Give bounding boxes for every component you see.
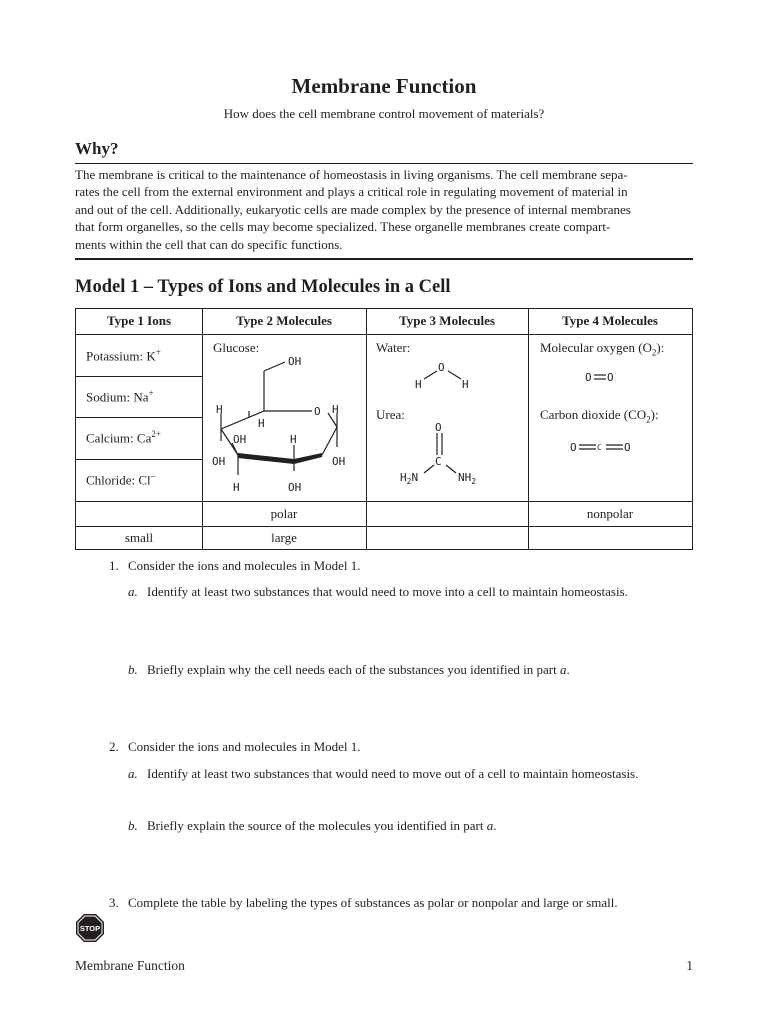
- header-type3: Type 3 Molecules: [399, 313, 495, 328]
- question-part-letter: a.: [128, 584, 138, 599]
- polarity-cell: polar: [270, 506, 298, 521]
- question-part-letter: b.: [128, 662, 138, 677]
- ion-row-divider: [76, 459, 202, 460]
- atom-label: O: [585, 371, 592, 384]
- ion-chloride: Chloride: Cl–: [86, 471, 156, 488]
- glucose-label: Glucose:: [213, 340, 260, 355]
- question-number: 3.: [109, 895, 119, 910]
- question-number: 1.: [109, 558, 119, 573]
- oxygen-structure-icon: [576, 367, 636, 387]
- page-subtitle: How does the cell membrane control movement of materials?: [223, 106, 545, 121]
- atom-label: H: [216, 403, 223, 416]
- section-divider: [75, 258, 693, 260]
- co2-structure-icon: [564, 437, 644, 457]
- header-type2: Type 2 Molecules: [236, 313, 332, 328]
- svg-text:H2N: [400, 471, 418, 486]
- atom-label: O: [624, 441, 631, 454]
- why-line: rates the cell from the external environment and plays a critical role in regulating movement of material in: [75, 184, 628, 200]
- atom-label: OH: [288, 355, 302, 368]
- atom-label: OH: [288, 481, 302, 494]
- bond: [322, 427, 337, 455]
- atom-label: 2: [471, 477, 477, 486]
- bond: [424, 371, 437, 379]
- polarity-cell: nonpolar: [586, 506, 634, 521]
- bond: [424, 465, 434, 473]
- atom-label: H: [462, 378, 469, 391]
- urea-label: Urea:: [376, 407, 405, 422]
- ion-row-divider: [76, 376, 202, 377]
- column-divider: [366, 309, 367, 549]
- model-heading: Model 1 – Types of Ions and Molecules in a Cell: [75, 277, 451, 297]
- bond: [264, 362, 285, 371]
- page-number: 1: [686, 958, 693, 973]
- atom-label: H: [233, 481, 240, 494]
- question-text: Complete the table by labeling the types of substances as polar or nonpolar and large or small.: [128, 895, 618, 910]
- atom-label: O: [438, 361, 445, 374]
- atom-label: O: [607, 371, 614, 384]
- oxygen-label: Molecular oxygen $(O_2)$:: [540, 340, 665, 358]
- atom-label: 2: [406, 477, 412, 486]
- size-cell: large: [271, 530, 297, 545]
- atom-label: C: [435, 455, 442, 468]
- ring-bold-edge: [238, 453, 322, 464]
- atom-label: H: [290, 433, 297, 446]
- why-line: ments within the cell that can do specific functions.: [75, 236, 343, 252]
- atom-label: O: [435, 421, 442, 434]
- why-heading: Why?: [75, 139, 119, 158]
- atom-label: OH: [332, 455, 346, 468]
- page-title: Membrane Function: [291, 74, 477, 98]
- model-table: [75, 308, 693, 550]
- why-paragraph: [75, 166, 693, 253]
- water-label: Water:: [376, 340, 411, 355]
- urea-structure-icon: [394, 419, 494, 487]
- header-type1: Type 1 Ions: [106, 313, 172, 328]
- why-line: that form organelles, so the cells may become specialized. These organelle membranes create compart-: [75, 219, 611, 235]
- water-structure-icon: [406, 359, 476, 391]
- ion-calcium: Calcium: $Ca^{2+}$: [86, 429, 161, 446]
- question-part-text: Briefly explain the source of the molecules you identified in part a.: [147, 818, 497, 833]
- atom-label: H: [415, 378, 422, 391]
- body-row-divider: [76, 501, 692, 502]
- svg-text:NH2: [458, 471, 476, 486]
- ion-potassium: Potassium: K+: [86, 347, 161, 364]
- question-part-text: Briefly explain why the cell needs each of the substances you identified in part a.: [147, 662, 570, 677]
- ion-sodium: Sodium: Na+: [86, 388, 154, 405]
- co2-label: Carbon dioxide $(CO_2)$:: [540, 407, 659, 425]
- question-text: Consider the ions and molecules in Model 1.: [128, 558, 361, 573]
- glucose-structure-icon: [202, 349, 366, 501]
- atom-label: H: [400, 471, 407, 484]
- why-line: The membrane is critical to the maintenance of homeostasis in living organisms. The cell membrane sepa-: [75, 167, 628, 182]
- header-type4: Type 4 Molecules: [562, 313, 658, 328]
- question-number: 2.: [109, 739, 119, 754]
- atom-label: N: [411, 471, 419, 484]
- header-row-divider: [76, 334, 692, 335]
- stop-sign-label: STOP: [79, 924, 101, 933]
- atom-label: O: [570, 441, 577, 454]
- ion-row-divider: [76, 417, 202, 418]
- why-line: and out of the cell. Additionally, eukaryotic cells are made complex by the presence of internal membranes: [75, 201, 631, 217]
- question-part-letter: a.: [128, 766, 138, 781]
- atom-label: O: [314, 405, 321, 418]
- question-part-text: Identify at least two substances that would need to move into a cell to maintain homeostasis.: [147, 584, 628, 599]
- question-part-letter: b.: [128, 818, 138, 833]
- atom-label: H: [258, 417, 265, 430]
- bond: [448, 371, 461, 379]
- why-divider: [75, 163, 693, 164]
- atom-label: NH: [458, 471, 472, 484]
- question-part-text: Identify at least two substances that would need to move out of a cell to maintain homeostasis.: [147, 766, 639, 781]
- size-cell: small: [124, 530, 154, 545]
- size-row-divider: [76, 526, 692, 527]
- atom-label: OH: [212, 455, 226, 468]
- question-text: Consider the ions and molecules in Model 1.: [128, 739, 361, 754]
- atom-label: H: [332, 403, 339, 416]
- atom-label: C: [597, 443, 602, 452]
- footer-title: Membrane Function: [75, 958, 185, 973]
- stop-sign-icon: [75, 913, 105, 943]
- atom-label: OH: [233, 433, 247, 446]
- bond: [446, 465, 456, 473]
